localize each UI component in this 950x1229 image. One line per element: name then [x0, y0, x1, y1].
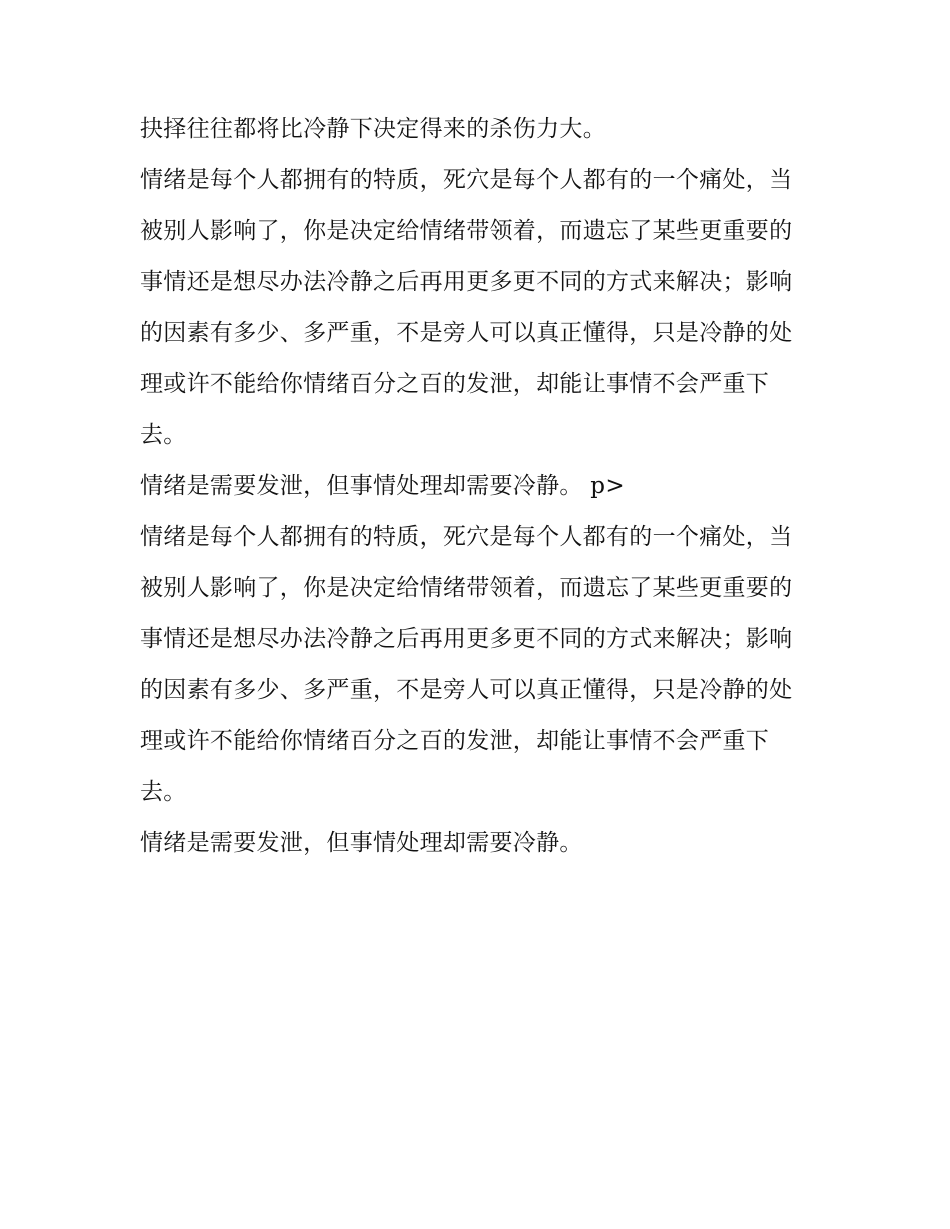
paragraph: 情绪是需要发泄，但事情处理却需要冷静。	[140, 830, 583, 856]
paragraph: 情绪是每个人都拥有的特质，死穴是每个人都有的一个痛处，当被别人影响了，你是决定给情绪带领着，而遗忘了某些更重要的事情还是想尽办法冷静之后再用更多更不同的方式来解决；影响的因素有多少、多严重，不是旁人可以真正懂得，只是冷静的处理或许不能给你情绪百分之百的发泄，却能让事情不会严重下去。	[140, 524, 793, 805]
paragraph: 情绪是需要发泄，但事情处理却需要冷静。 p>	[140, 473, 625, 499]
paragraph: 抉择往往都将比冷静下决定得来的杀伤力大。	[140, 116, 606, 142]
paragraph: 情绪是每个人都拥有的特质，死穴是每个人都有的一个痛处，当被别人影响了，你是决定给情绪带领着，而遗忘了某些更重要的事情还是想尽办法冷静之后再用更多更不同的方式来解决；影响的因素有多少、多严重，不是旁人可以真正懂得，只是冷静的处理或许不能给你情绪百分之百的发泄，却能让事情不会严重下去。	[140, 167, 793, 448]
document-body	[140, 104, 815, 869]
